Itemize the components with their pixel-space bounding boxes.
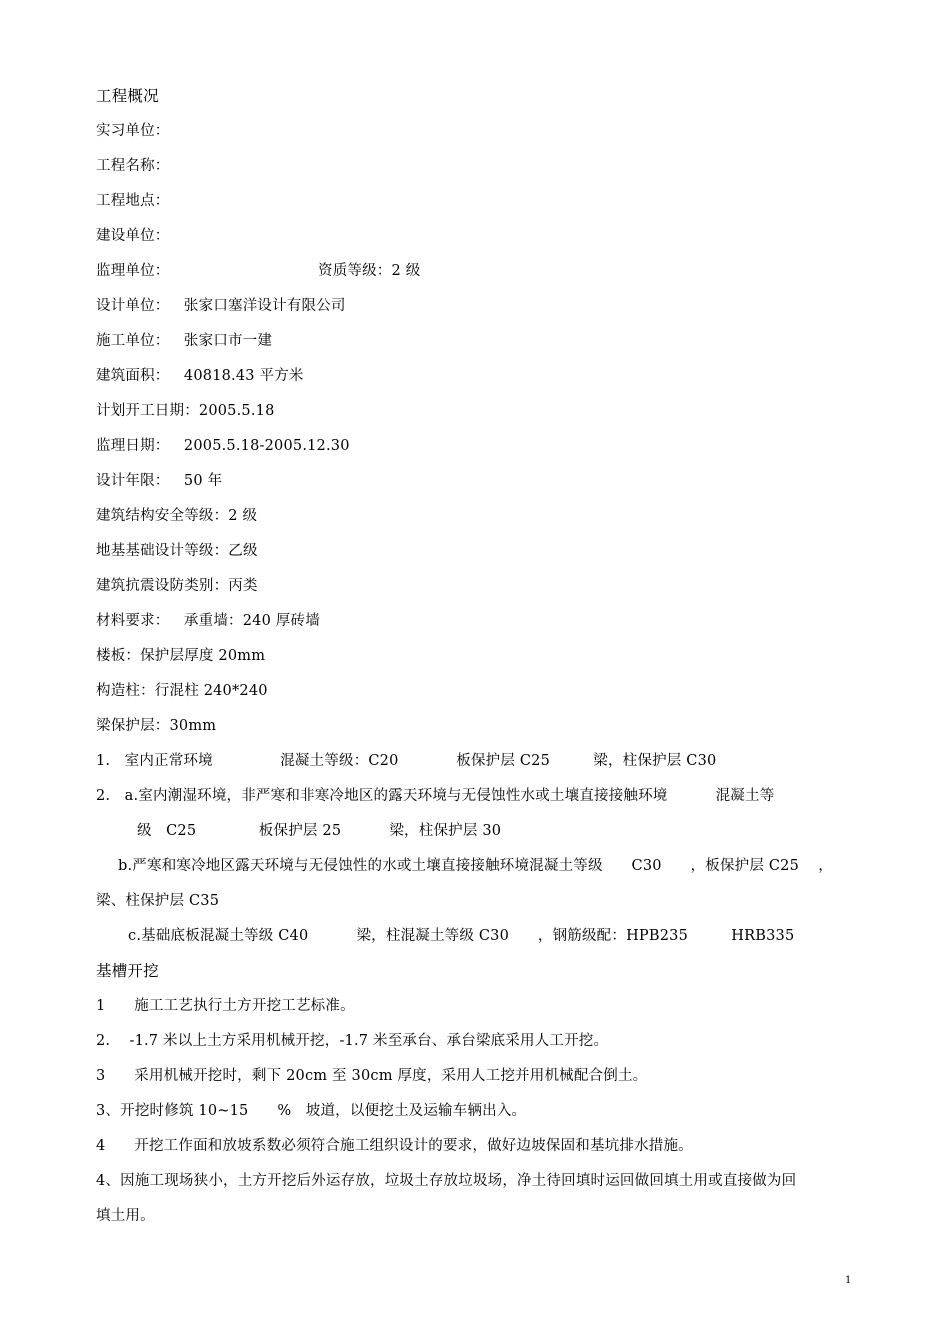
design-unit-line: 设计单位： 张家口塞洋设计有限公司 xyxy=(96,298,346,314)
environment-item-2c: c.基础底板混凝土等级 C40 梁，柱混凝土等级 C30 ，钢筋级配：HPB235 HRB335 xyxy=(128,928,795,944)
project-name-line: 工程名称： xyxy=(96,158,170,174)
supervision-date-line: 监理日期： 2005.5.18-2005.12.30 xyxy=(96,438,350,454)
excavation-item-4b: 4、因施工现场狭小，土方开挖后外运存放，垃圾土存放垃圾场，净土待回填时运回做回填土用或直接做为回 xyxy=(96,1173,797,1189)
environment-item-2b-cont: 梁、柱保护层 C35 xyxy=(96,893,220,909)
excavation-item-3: 3 采用机械开挖时，剩下 20cm 至 30cm 厚度，采用人工挖并用机械配合倒土。 xyxy=(96,1068,648,1084)
safety-grade-line: 建筑结构安全等级：2 级 xyxy=(96,508,258,524)
planned-start-line: 计划开工日期：2005.5.18 xyxy=(96,403,275,419)
foundation-grade-line: 地基基础设计等级：乙级 xyxy=(96,543,258,559)
excavation-item-4b-cont: 填土用。 xyxy=(96,1208,155,1224)
construction-unit-line: 施工单位： 张家口市一建 xyxy=(96,333,273,349)
floor-slab-line: 楼板：保护层厚度 20mm xyxy=(96,648,266,664)
structural-column-line: 构造柱：行混柱 240*240 xyxy=(96,683,268,699)
excavation-item-3b: 3、开挖时修筑 10~15 % 坡道，以便挖土及运输车辆出入。 xyxy=(96,1103,527,1119)
environment-item-2a-cont: 级 C25 板保护层 25 梁，柱保护层 30 xyxy=(137,823,502,839)
qualification-grade: 资质等级：2 级 xyxy=(318,263,421,279)
environment-item-2b: b.严寒和寒冷地区露天环境与无侵蚀性的水或土壤直接接触环境混凝土等级 C30 ，板保护层 C25 ， xyxy=(118,858,833,874)
section-excavation-heading: 基槽开挖 xyxy=(96,962,159,980)
design-life-line: 设计年限： 50 年 xyxy=(96,473,223,489)
beam-cover-line: 梁保护层：30mm xyxy=(96,718,217,734)
environment-item-2a: 2. a.室内潮湿环境，非严寒和非寒冷地区的露天环境与无侵蚀性水或土壤直接接触环境 混凝土等 xyxy=(96,788,775,804)
building-area-line: 建筑面积： 40818.43 平方米 xyxy=(96,368,304,384)
supervision-unit-line: 监理单位： xyxy=(96,263,170,279)
construction-owner-line: 建设单位： xyxy=(96,228,170,244)
environment-item-1: 1. 室内正常环境 混凝土等级：C20 板保护层 C25 梁，柱保护层 C30 xyxy=(96,753,717,769)
page-number: 1 xyxy=(845,1275,852,1286)
seismic-category-line: 建筑抗震设防类别：丙类 xyxy=(96,578,258,594)
intern-unit-line: 实习单位： xyxy=(96,123,170,139)
excavation-item-1: 1 施工工艺执行土方开挖工艺标准。 xyxy=(96,998,355,1014)
document-title: 工程概况 xyxy=(96,87,159,105)
excavation-item-4: 4 开挖工作面和放坡系数必须符合施工组织设计的要求，做好边坡保固和基坑排水措施。 xyxy=(96,1138,693,1154)
excavation-item-2: 2. -1.7 米以上土方采用机械开挖，-1.7 米至承台、承台梁底采用人工开挖。 xyxy=(96,1033,609,1049)
project-location-line: 工程地点： xyxy=(96,193,170,209)
material-requirement-line: 材料要求： 承重墙：240 厚砖墙 xyxy=(96,613,320,629)
